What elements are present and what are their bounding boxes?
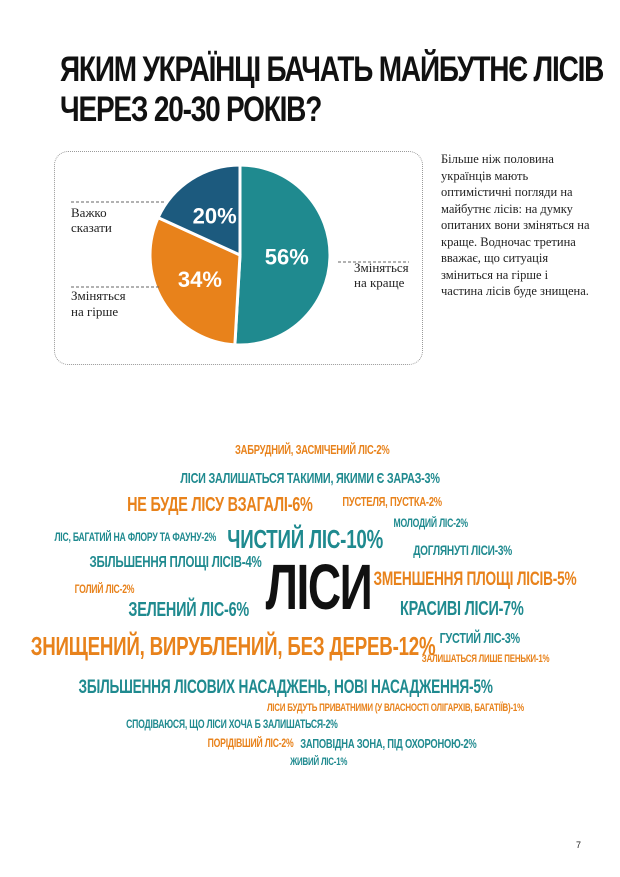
word-cloud-item: ЖИВИЙ ЛІС-1% [289, 756, 347, 768]
word-cloud-item: ЗАБРУДНИЙ, ЗАСМІЧЕНИЙ ЛІС-2% [234, 442, 390, 457]
word-cloud-item: ЗАПОВІДНА ЗОНА, ПІД ОХОРОНОЮ-2% [299, 736, 477, 751]
pie-value-label-0: 56% [264, 244, 309, 270]
word-cloud-item: ПУСТЕЛЯ, ПУСТКА-2% [342, 494, 442, 509]
pie-value-label-2: 20% [192, 203, 237, 229]
word-cloud-item: ЛІС, БАГАТИЙ НА ФЛОРУ ТА ФАУНУ-2% [53, 530, 216, 544]
pie-category-label-0-0: Зміняться [354, 260, 409, 275]
pie-category-label-2-1: сказати [71, 220, 112, 235]
word-cloud-item: ЗЕЛЕНИЙ ЛІС-6% [127, 599, 249, 621]
word-cloud-item: ЗМЕНШЕННЯ ПЛОЩІ ЛІСІВ-5% [373, 569, 577, 590]
word-cloud-item: ДОГЛЯНУТІ ЛІСИ-3% [412, 542, 512, 558]
word-cloud-item: НЕ БУДЕ ЛІСУ ВЗАГАЛІ-6% [127, 494, 313, 516]
word-cloud-item: ЛІСИ БУДУТЬ ПРИВАТНИМИ (У ВЛАСНОСТІ ОЛІГАРХІВ, БАГАТІЇВ)-1% [266, 702, 524, 714]
word-cloud-item: ЧИСТИЙ ЛІС-10% [227, 524, 384, 554]
word-cloud-item: ЗАЛИШАТЬСЯ ЛИШЕ ПЕНЬКИ-1% [421, 653, 549, 665]
word-cloud-center-word: ЛІСИ [265, 551, 371, 623]
title-line-1: ЯКИМ УКРАЇНЦІ БАЧАТЬ МАЙБУТНЄ ЛІСІВ [60, 50, 604, 89]
word-cloud-item: ЗБІЛЬШЕННЯ ЛІСОВИХ НАСАДЖЕНЬ, НОВІ НАСАДЖЕННЯ-5% [78, 677, 493, 698]
word-cloud-item: СПОДІВАЮСЯ, ЩО ЛІСИ ХОЧА Б ЗАЛИШАТЬСЯ-2% [126, 717, 338, 731]
summary-text: Більше ніж половина українців мають оптимістичні погляди на майбутнє лісів: на думку опитаних вони зміняться на краще. Водночас третина вважає, що ситуація зміниться на гірше і частина лісів буде знищена. [441, 152, 590, 298]
pie-category-label-0-1: на краще [354, 275, 405, 290]
page-title [60, 50, 604, 130]
word-cloud-item: ПОРІДІВШИЙ ЛІС-2% [207, 736, 293, 750]
page-number: 7 [576, 840, 582, 850]
word-cloud-item: ЛІСИ ЗАЛИШАТЬСЯ ТАКИМИ, ЯКИМИ Є ЗАРАЗ-3% [180, 470, 440, 487]
pie-category-label-2-0: Важко [71, 205, 107, 220]
word-cloud-item: ГОЛИЙ ЛІС-2% [74, 582, 134, 596]
pie-chart [55, 152, 424, 366]
word-cloud [0, 430, 620, 780]
title-line-2: ЧЕРЕЗ 20-30 РОКІВ? [60, 90, 322, 129]
pie-category-label-1-0: Зміняться [71, 288, 126, 303]
pie-chart-panel [54, 151, 423, 365]
word-cloud-item: МОЛОДИЙ ЛІС-2% [392, 516, 468, 530]
pie-value-label-1: 34% [177, 267, 222, 293]
word-cloud-item: ГУСТИЙ ЛІС-3% [439, 630, 520, 647]
pie-category-label-1-1: на гірше [71, 304, 119, 319]
word-cloud-item: ЗБІЛЬШЕННЯ ПЛОЩІ ЛІСІВ-4% [88, 554, 262, 571]
word-cloud-item: КРАСИВІ ЛІСИ-7% [400, 598, 524, 620]
word-cloud-item: ЗНИЩЕНИЙ, ВИРУБЛЕНИЙ, БЕЗ ДЕРЕВ-12% [30, 631, 436, 661]
